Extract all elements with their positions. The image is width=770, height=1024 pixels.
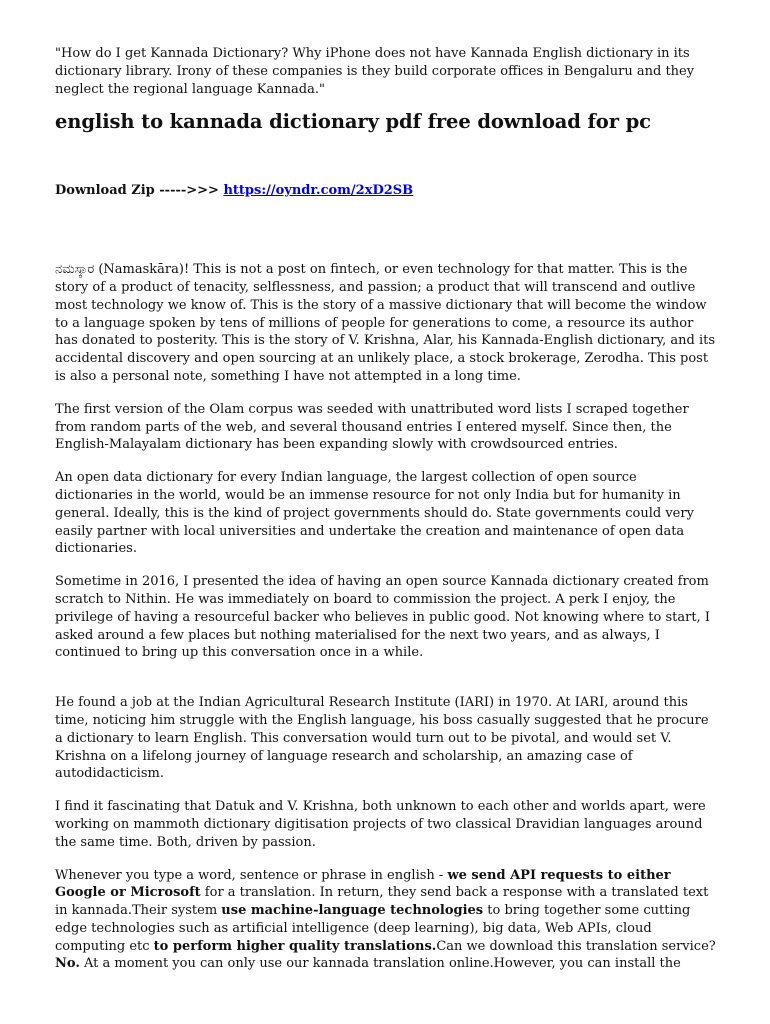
- translation-bold-4: No.: [55, 956, 80, 972]
- paragraph-translation: [55, 867, 717, 974]
- paragraph-datuk: I find it fascinating that Datuk and V. Krishna, both unknown to each other and worlds apart, were working on mammoth dictionary digitisation projects of two classical Dravidian languages around the same time. Both, driven by passion.: [55, 799, 706, 850]
- intro-quote: "How do I get Kannada Dictionary? Why iPhone does not have Kannada English dictionary in its dictionary library. Irony of these companies is they build corporate offices in Bengaluru and they neglect the regional language Kannada.": [55, 46, 695, 97]
- paragraph-olam: The first version of the Olam corpus was seeded with unattributed word lists I scraped together from random parts of the web, and several thousand entries I entered myself. Since then, the English-Malayalam dictionary has been expanding slowly with crowdsourced entries.: [55, 401, 689, 453]
- translation-bold-2: use machine-language technologies: [221, 903, 484, 919]
- download-label: Download Zip ----->>>: [55, 183, 224, 199]
- translation-text-1: Whenever you type a word, sentence or phrase in english -: [55, 867, 448, 883]
- paragraph-2016: Sometime in 2016, I presented the idea of having an open source Kannada dictionary created from scratch to Nithin. He was immediately on board to commission the project. A perk I enjoy, the privilege of having a resourceful backer who believes in public good. Not knowing where to start, I asked around a few places but nothing materialised for the next two years, and as always, I continued to bring up this conversation once in a while.: [55, 574, 710, 661]
- translation-text-5: At a moment you can only use our kannada translation online.However, you can install the: [79, 956, 681, 972]
- translation-bold-3: to perform higher quality translations.: [153, 938, 437, 954]
- document-page: [55, 45, 717, 973]
- paragraph-intro: [55, 261, 717, 386]
- paragraph-open-data: An open data dictionary for every Indian language, the largest collection of open source dictionaries in the world, would be an immense resource for not only India but for humanity in general. Ideally, this is the kind of project governments should do. State governments could very easily partner with local universities and undertake the creation and maintenance of open data dictionaries.: [55, 470, 694, 557]
- translation-bold-1: we send API requests to either Google or Microsoft: [55, 867, 671, 901]
- translation-text-4: Can we download this translation service?: [436, 938, 716, 954]
- download-link[interactable]: https://oyndr.com/2xD2SB: [223, 183, 414, 199]
- translation-text-3: to bring together some cutting edge technologies such as artificial intelligence (deep learning), big data, Web APIs, cloud computing etc: [55, 903, 691, 954]
- kannada-greeting: ನಮಸ್ಕಾರ: [55, 262, 95, 278]
- paragraph-iari: He found a job at the Indian Agricultural Research Institute (IARI) in 1970. At IARI, around this time, noticing him struggle with the English language, his boss casually suggested that he procure a dictionary to learn English. This conversation would turn out to be pivotal, and would set V. Krishna on a lifelong journey of language research and scholarship, an amazing case of autodidacticism.: [55, 695, 709, 782]
- translation-text-2: for a translation. In return, they send back a response with a translated text in kannada.Their system: [55, 885, 709, 919]
- download-line: [55, 182, 717, 200]
- page-title: english to kannada dictionary pdf free download for pc: [55, 110, 651, 134]
- paragraph-intro-text: (Namaskāra)! This is not a post on fintech, or even technology for that matter. This is the story of a product of tenacity, selflessness, and passion; a product that will transcend and outlive most technology we know of. This is the story of a massive dictionary that will become the window to a language spoken by tens of millions of people for generations to come, a resource its author has donated to posterity. This is the story of V. Krishna, Alar, his Kannada-English dictionary, and its accidental discovery and open sourcing at an unlikely place, a stock brokerage, Zerodha. This post is also a personal note, something I have not attempted in a long time.: [55, 262, 716, 384]
